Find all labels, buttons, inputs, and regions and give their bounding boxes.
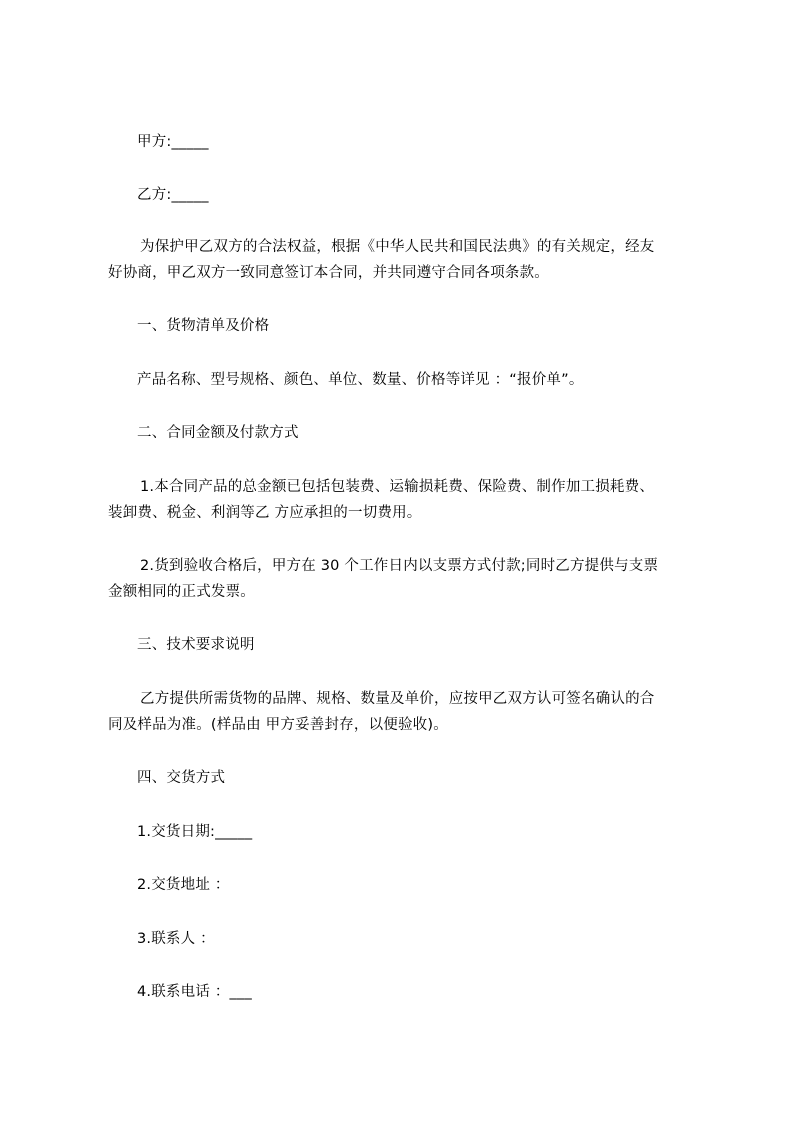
section-3-body-line-1: 乙方提供所需货物的品牌、规格、数量及单价，应按甲乙双方认可签名确认的合: [140, 691, 655, 707]
section-3-title: 三、技术要求说明: [137, 637, 255, 653]
section-4-title: 四、交货方式: [137, 770, 226, 786]
section-3-body-line-2: 同及样品为准。(样品由 甲方妥善封存，以便验收)。: [108, 717, 448, 733]
intro-line-1: 为保护甲乙双方的合法权益，根据《中华人民共和国民法典》的有关规定，经友: [140, 239, 655, 255]
contact-person-line: 3.联系人 ：: [137, 931, 215, 947]
section-2-item-2-line-1: 2.货到验收合格后，甲方在 30 个工作日内以支票方式付款;同时乙方提供与支票: [140, 558, 659, 574]
delivery-date-line: 1.交货日期:_____: [137, 824, 253, 840]
section-2-title: 二、合同金额及付款方式: [137, 425, 299, 441]
section-2-item-2-line-2: 金额相同的正式发票。: [108, 584, 255, 600]
section-2-item-1-line-2: 装卸费、税金、利润等乙 方应承担的一切费用。: [108, 505, 422, 521]
section-1-title: 一、货物清单及价格: [137, 318, 270, 334]
section-1-body: 产品名称、型号规格、颜色、单位、数量、价格等详见 ：“报价单”。: [137, 372, 584, 388]
intro-line-2: 好协商，甲乙双方一致同意签订本合同，并共同遵守合同各项条款。: [108, 265, 549, 281]
contact-phone-line: 4.联系电话 ：___: [137, 984, 252, 1000]
party-a-line: 甲方:_____: [137, 134, 209, 150]
party-b-line: 乙方:_____: [137, 187, 209, 203]
delivery-address-line: 2.交货地址 ：: [137, 877, 230, 893]
section-2-item-1-line-1: 1.本合同产品的总金额已包括包装费、运输损耗费、保险费、制作加工损耗费、: [140, 479, 655, 495]
